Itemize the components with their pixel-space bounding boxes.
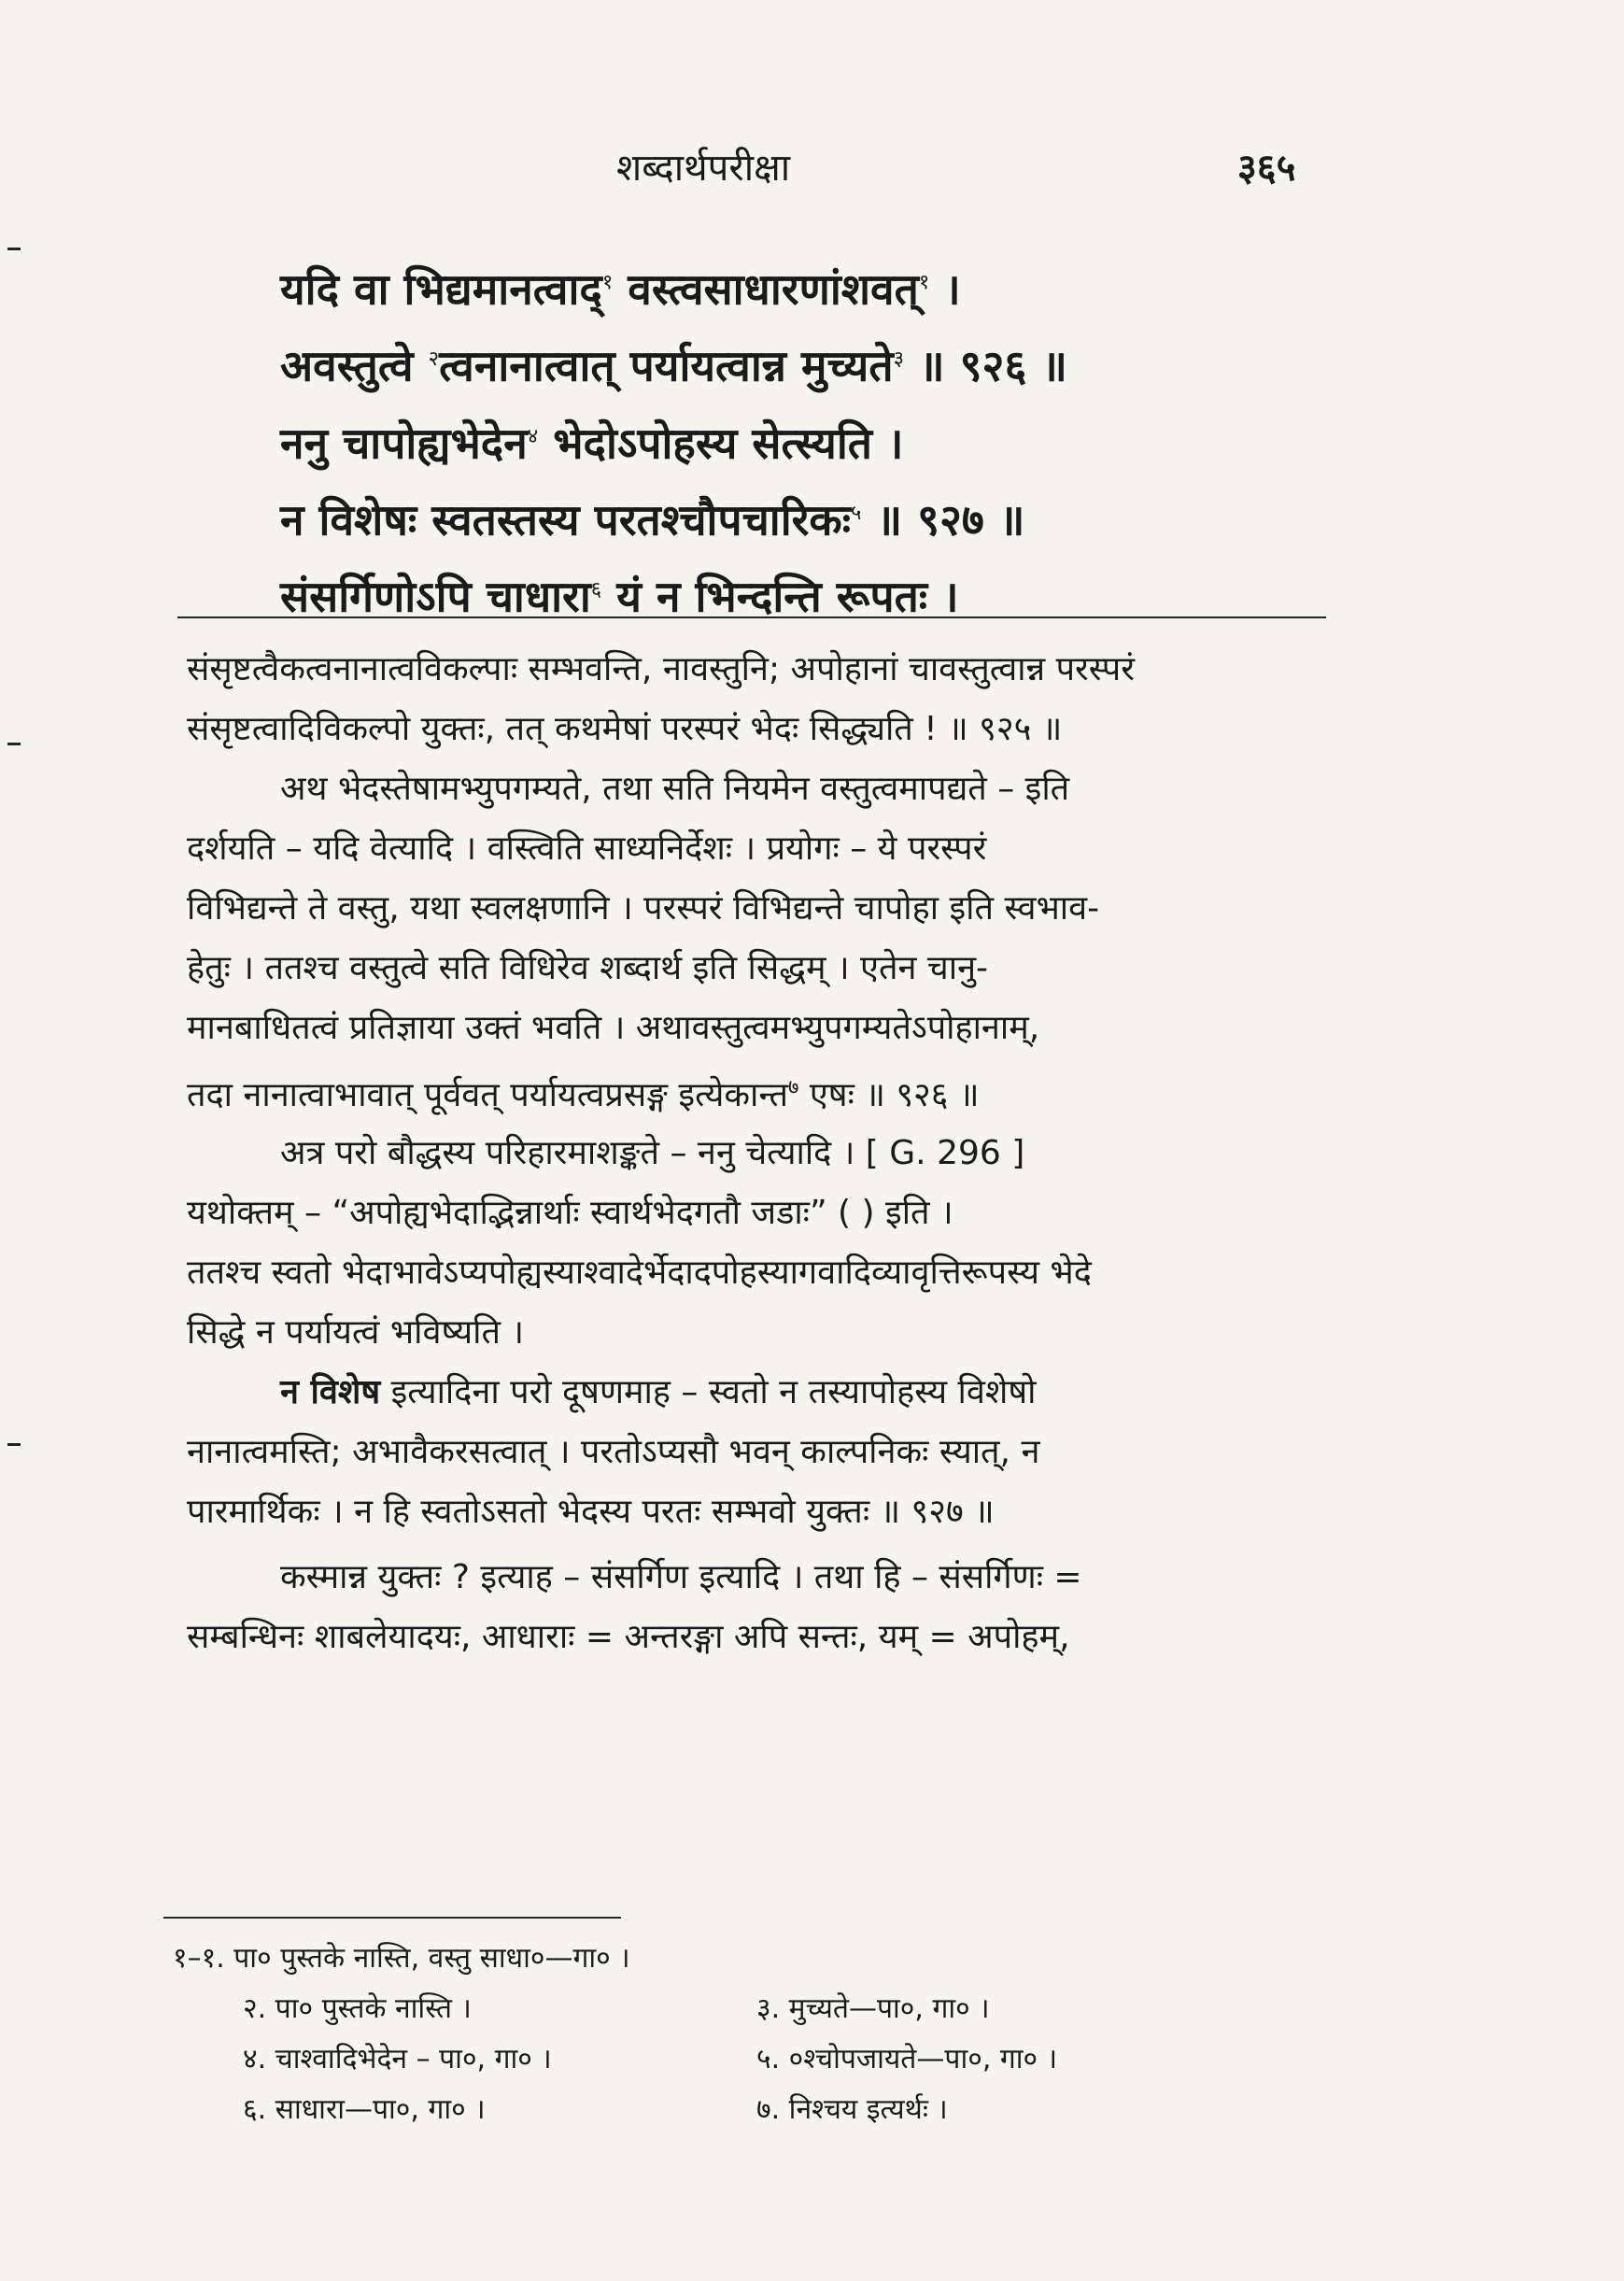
footnote: ५. ०श्चोपजायते—पा०, गा० ।: [756, 2043, 1058, 2076]
commentary-line: दर्शयति – यदि वेत्यादि । वस्त्विति साध्यनिर्देशः । प्रयोगः – ये परस्परं: [187, 829, 987, 868]
commentary-line: पारमार्थिकः । न हि स्वतोऽसतो भेदस्य परतः सम्भवो युक्तः ॥ ९२७ ॥: [187, 1493, 995, 1531]
commentary-line: विभिद्यन्ते ते वस्तु, यथा स्वलक्षणानि । परस्परं विभिद्यन्ते चापोहा इति स्वभाव-: [187, 889, 1100, 928]
footnote-marker: ७: [788, 1076, 799, 1099]
commentary-line: नानात्वमस्ति; अभावैकरसत्वात् । परतोऽप्यसौ भवन् काल्पनिकः स्यात्, न: [187, 1433, 1040, 1471]
footnote-marker: १: [601, 271, 614, 294]
commentary-line: हेतुः । ततश्च वस्तुत्वे सति विधिरेव शब्दार्थ इति सिद्धम् । एतेन चानु-: [187, 949, 989, 987]
footnote: ७. निश्चय इत्यर्थः ।: [756, 2093, 948, 2126]
commentary-line: संसृष्टत्वादिविकल्पो युक्तः, तत् कथमेषां परस्परं भेदः सिद्ध्यति ! ॥ ९२५ ॥: [187, 710, 1063, 748]
footnote-marker: २: [428, 347, 440, 372]
footnote-marker: ४: [527, 424, 539, 448]
commentary-line: सम्बन्धिनः शाबलेयादयः, आधाराः = अन्तरङ्गा अपि सन्तः, यम् = अपोहम्,: [187, 1618, 1070, 1656]
commentary-line: अथ भेदस्तेषामभ्युपगम्यते, तथा सति नियमेन वस्तुत्वमापद्यते – इति: [280, 770, 1070, 808]
footnote: ३. मुच्यते—पा०, गा० ।: [756, 1992, 990, 2025]
footnote-divider: [163, 1917, 621, 1919]
verse-line: यदि वा भिद्यमानत्वाद्$^१$ वस्त्वसाधारणांशवत्$^१$ ।: [280, 263, 961, 315]
footnote-row: [173, 1984, 1293, 2034]
margin-mark: [7, 248, 21, 250]
footnote: २. पा० पुस्तके नास्ति ।: [243, 1992, 472, 2025]
footnote-marker: ६: [590, 578, 602, 602]
verse-reference: न विशेष: [280, 1373, 381, 1411]
commentary-line: यथोक्तम् – “अपोह्यभेदाद्भिन्नार्थाः स्वार्थभेदगतौ जडाः” ( ) इति ।: [187, 1194, 953, 1232]
commentary-line: मानबाधितत्वं प्रतिज्ञाया उक्तं भवति । अथावस्तुत्वमभ्युपगम्यतेऽपोहानाम्,: [187, 1009, 1040, 1047]
footnote-marker: ५: [851, 501, 862, 525]
verse-line: अवस्तुत्वे $^२$त्वनानात्वात् पर्यायत्वान्न मुच्यते$^३$ ॥ ९२६ ॥: [280, 340, 1067, 391]
verse-line: न विशेषः स्वतस्तस्य परतश्चौपचारिकः$^५$ ॥ ९२७ ॥: [280, 494, 1025, 545]
commentary-line: ततश्च स्वतो भेदाभावेऽप्यपोह्यस्याश्वादेर्भेदादपोहस्यागवादिव्यावृत्तिरूपस्य भेदे: [187, 1254, 1092, 1292]
commentary-line: न विशेष इत्यादिना परो दूषणमाह – स्वतो न तस्यापोहस्य विशेषो: [280, 1373, 1037, 1411]
verse-line: संसर्गिणोऽपि चाधारा$^६$ यं न भिन्दन्ति रूपतः ।: [280, 571, 959, 622]
verse-divider: [177, 616, 1326, 618]
running-title: शब्दार्थपरीक्षा: [616, 147, 791, 190]
footnote: ६. साधारा—पा०, गा० ।: [243, 2093, 486, 2126]
commentary-line: संसृष्टत्वैकत्वनानात्वविकल्पाः सम्भवन्ति, नावस्तुनि; अपोहानां चावस्तुत्वान्न परस्परं: [187, 650, 1135, 688]
footnote-marker: ३: [893, 347, 905, 372]
footnote: ४. चाश्वादिभेदेन – पा०, गा० ।: [243, 2043, 552, 2076]
footnotes: [173, 1934, 1293, 2135]
margin-mark: [7, 743, 21, 745]
page-header: [0, 140, 1624, 196]
margin-mark: [7, 1443, 21, 1446]
footnote-row: [173, 2085, 1293, 2135]
footnote: १–१. पा० पुस्तके नास्ति, वस्तु साधा०—गा० ।: [173, 1942, 630, 1975]
page-number: ३६५: [1237, 147, 1296, 190]
commentary-block: [187, 640, 1363, 1667]
commentary-line: अत्र परो बौद्धस्य परिहारमाशङ्कते – ननु चेत्यादि । [ G. 296 ]: [280, 1134, 1025, 1172]
footnote-row: [173, 2034, 1293, 2085]
commentary-line: तदा नानात्वाभावात् पूर्ववत् पर्यायत्वप्रसङ्ग इत्येकान्त$^७$ एषः ॥ ९२६ ॥: [187, 1076, 980, 1114]
footnote-marker: १: [918, 271, 930, 294]
commentary-line: सिद्धे न पर्यायत्वं भविष्यति ।: [187, 1313, 525, 1352]
verse-line: ननु चापोह्यभेदेन$^४$ भेदोऽपोहस्य सेत्स्यति ।: [280, 417, 904, 468]
commentary-line: कस्मान्न युक्तः ? इत्याह – संसर्गिण इत्यादि । तथा हि – संसर्गिणः =: [280, 1558, 1082, 1596]
verse-block: [280, 248, 1401, 632]
